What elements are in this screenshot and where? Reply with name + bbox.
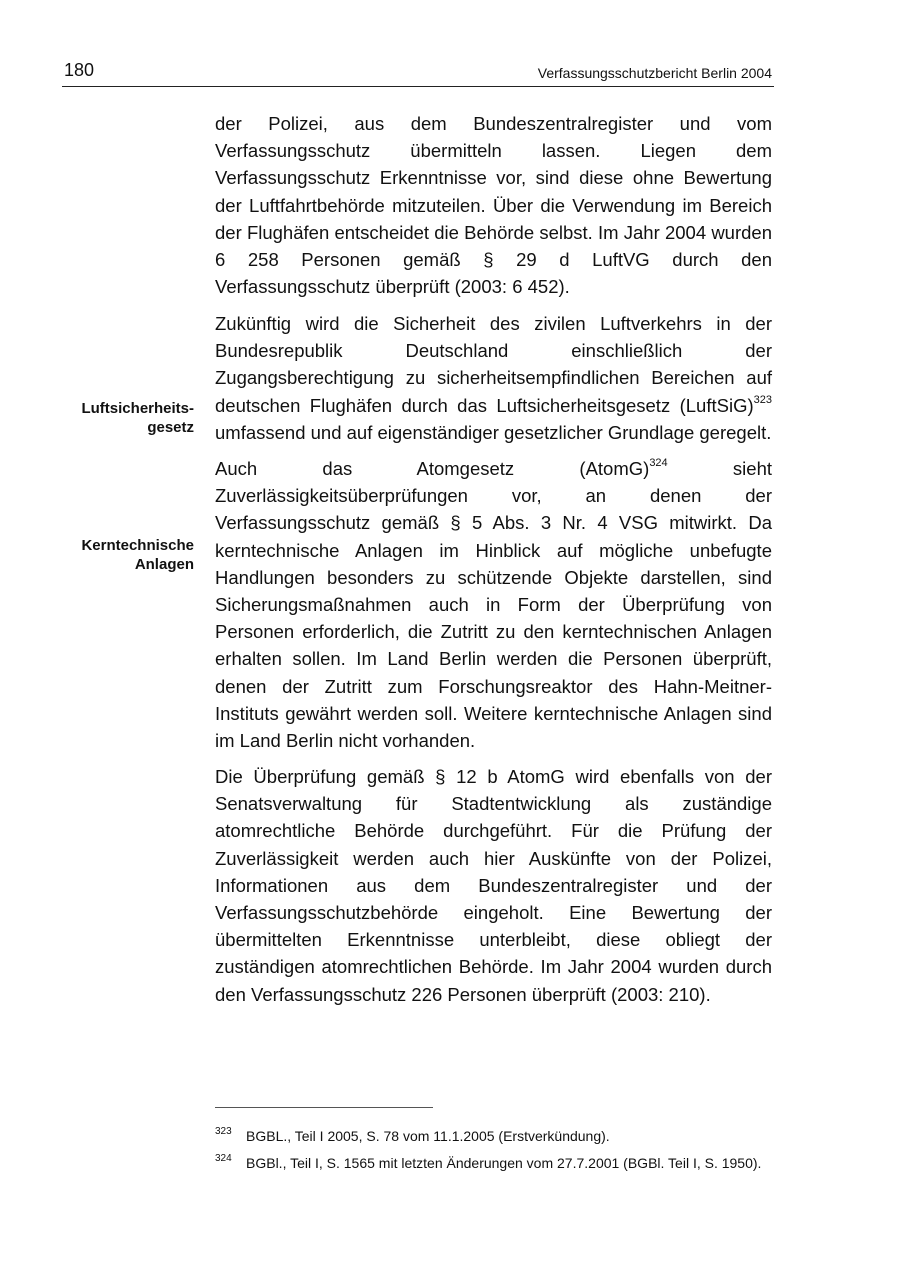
- header-rule: [62, 86, 774, 87]
- footnote: [215, 1154, 772, 1172]
- footnote-ref: 323: [753, 393, 772, 406]
- paragraph-text: Zukünftig wird die Sicherheit des zivilen Luftverkehrs in der Bundesrepublik Deutschland einschließlich der Zugangsberechtigung zu sicherheitsempfindlichen Bereichen auf deutschen Flughäfen durch das Luftsicherheitsgesetz (LuftSiG): [215, 313, 772, 416]
- footnote: [215, 1127, 772, 1145]
- running-title: Verfassungsschutzbericht Berlin 2004: [537, 65, 772, 81]
- footnote-separator: [215, 1107, 433, 1108]
- paragraph-text: Auch das Atomgesetz (AtomG): [215, 458, 650, 479]
- paragraph-text: sieht Zuverlässigkeitsüberprüfungen vor, an denen der Verfassungsschutz gemäß § 5 Abs. 3 Nr. 4 VSG mitwirkt. Da kerntechnische Anlagen im Hinblick auf mögliche unbefugte Handlungen besonders zu schützende Objekte darstellen, sind Sicherungsmaßnahmen auch in Form der Überprüfung von Personen erforderlich, die Zutritt zu den kerntechnischen Anlagen erhalten sollen. Im Land Berlin werden die Personen überprüft, denen der Zutritt zum Forschungsreaktor des Hahn-Meitner-Instituts gewährt werden soll. Weitere kerntechnische Anlagen sind im Land Berlin nicht vorhanden.: [215, 458, 773, 752]
- paragraph: [215, 310, 772, 446]
- paragraph: Die Überprüfung gemäß § 12 b AtomG wird ebenfalls von der Senatsverwaltung für Stadtentwicklung als zuständige atomrechtliche Behörde durchgeführt. Für die Prüfung der Zuverlässigkeit werden auch hier Auskünfte von der Polizei, Informationen aus dem Bundeszentralregister und der Verfassungsschutzbehörde eingeholt. Eine Bewertung der übermittelten Erkenntnisse unterbleibt, diese obliegt der zuständigen atomrechtlichen Behörde. Im Jahr 2004 wurden durch den Verfassungsschutz 226 Personen überprüft (2003: 210).: [215, 766, 772, 1005]
- footnote-text: BGBL., Teil I 2005, S. 78 vom 11.1.2005 (Erstverkündung).: [246, 1128, 610, 1144]
- footnote-number: 324: [215, 1153, 232, 1164]
- page-number: 180: [64, 60, 95, 80]
- paragraph-text: umfassend und auf eigenständiger gesetzlicher Grundlage geregelt.: [215, 421, 772, 443]
- margin-note-line: Kerntechnische: [81, 537, 194, 554]
- footnote-text: BGBl., Teil I, S. 1565 mit letzten Änderungen vom 27.7.2001 (BGBl. Teil I, S. 1950).: [246, 1155, 762, 1171]
- footnote-ref: 324: [649, 457, 668, 469]
- footnote-number: 323: [215, 1126, 232, 1137]
- margin-note-line: Luftsicherheits-: [81, 400, 194, 417]
- margin-note-line: gesetz: [147, 419, 194, 436]
- margin-note-luftsicherheitsgesetz: [44, 399, 194, 437]
- margin-note-line: Anlagen: [134, 556, 194, 573]
- margin-note-kerntechnische-anlagen: [44, 536, 194, 574]
- paragraph: [215, 455, 772, 754]
- paragraph: der Polizei, aus dem Bundeszentralregister und vom Verfassungsschutz übermitteln lassen. Liegen dem Verfassungsschutz Erkenntnisse vor, sind diese ohne Bewertung der Luftfahrtbehörde mitzuteilen. Über die Verwendung im Bereich der Flughäfen entscheidet die Behörde selbst. Im Jahr 2004 wurden 6 258 Personen gemäß § 29 d LuftVG durch den Verfassungsschutz überprüft (2003: 6 452).: [215, 113, 772, 298]
